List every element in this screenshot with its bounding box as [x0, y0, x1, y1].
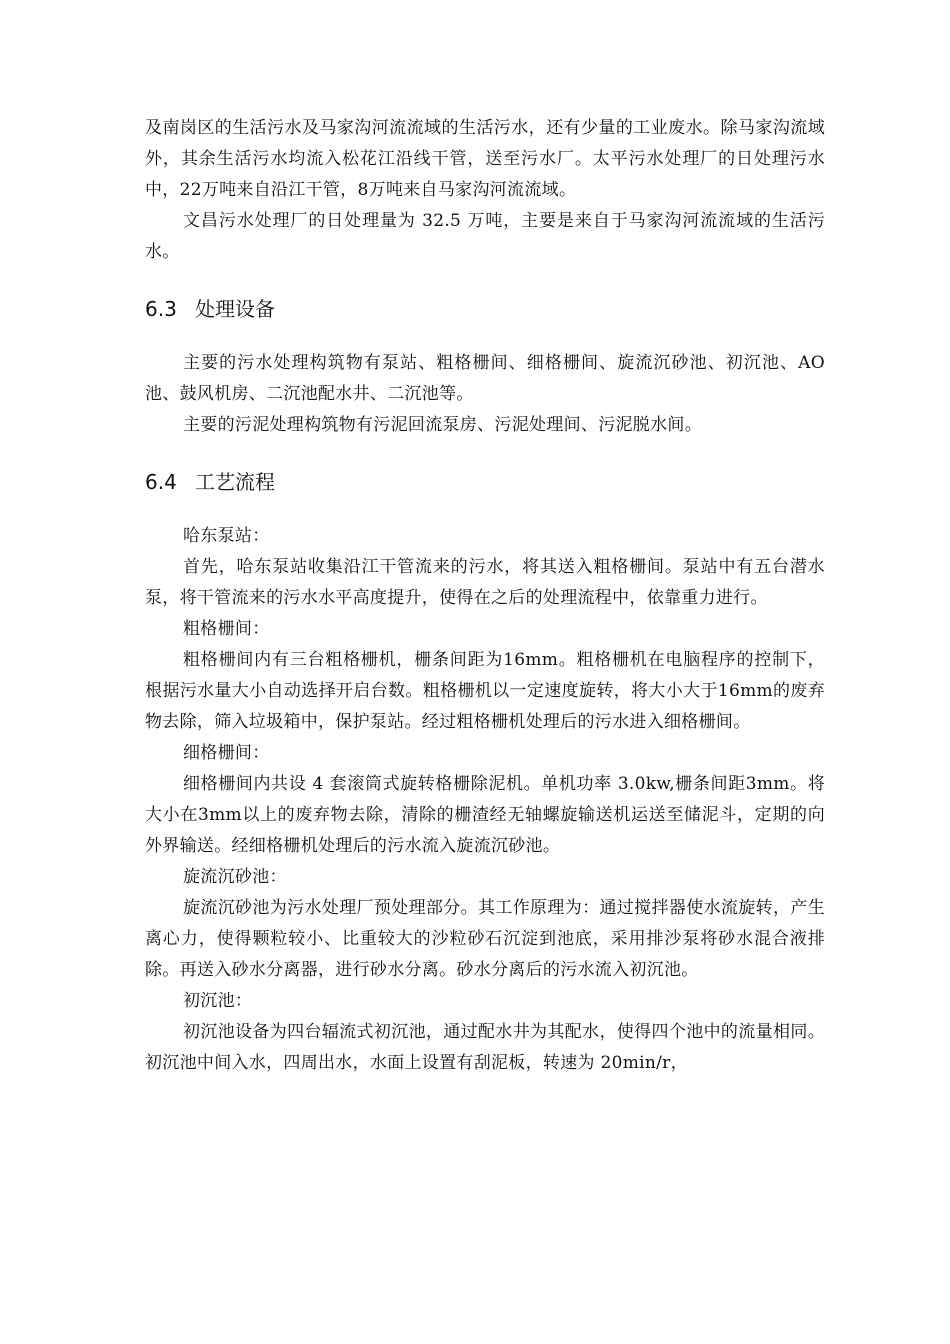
paragraph-fine-screen: 细格栅间内共设 4 套滚筒式旋转格栅除泥机。单机功率 3.0kw,栅条间距3mm。将大小在3mm以上的废弃物去除，清除的栅渣经无轴螺旋输送机运送至储泥斗，定期的向外界输送。经细格栅机处理后的污水流入旋流沉砂池。 [145, 774, 825, 856]
section-6-4-heading [145, 467, 825, 497]
document-page [145, 113, 825, 1079]
section-6-3-number: 6.3 [145, 297, 177, 321]
paragraph-hadong-pump: 首先，哈东泵站收集沿江干管流来的污水，将其送入粗格栅间。泵站中有五台潜水泵，将干管流来的污水水平高度提升，使得在之后的处理流程中，依靠重力进行。 [145, 557, 825, 608]
subheading-fine-screen: 细格栅间： [183, 743, 270, 763]
section-6-4-number: 6.4 [145, 470, 177, 494]
subheading-primary-clarifier: 初沉池： [183, 991, 253, 1011]
intro-paragraph-2: 文昌污水处理厂的日处理量为 32.5 万吨，主要是来自于马家沟河流流域的生活污水。 [145, 211, 825, 262]
paragraph-coarse-screen: 粗格栅间内有三台粗格栅机，栅条间距为16mm。粗格栅机在电脑程序的控制下，根据污水量大小自动选择开启台数。粗格栅机以一定速度旋转，将大小大于16mm的废弃物去除，筛入垃圾箱中，保护泵站。经过粗格栅机处理后的污水进入细格栅间。 [145, 650, 825, 732]
section-6-3-paragraph-2: 主要的污泥处理构筑物有污泥回流泵房、污泥处理间、污泥脱水间。 [183, 415, 702, 435]
subheading-hadong-pump: 哈东泵站： [183, 526, 270, 546]
section-6-3-paragraph-1: 主要的污水处理构筑物有泵站、粗格栅间、细格栅间、旋流沉砂池、初沉池、AO池、鼓风机房、二沉池配水井、二沉池等。 [145, 353, 825, 404]
subheading-grit-chamber: 旋流沉砂池： [183, 867, 287, 887]
intro-paragraph-1: 及南岗区的生活污水及马家沟河流流域的生活污水，还有少量的工业废水。除马家沟流域外，其余生活污水均流入松花江沿线干管，送至污水厂。太平污水处理厂的日处理污水中，22万吨来自沿江干管，8万吨来自马家沟河流流域。 [145, 118, 825, 200]
paragraph-primary-clarifier: 初沉池设备为四台辐流式初沉池，通过配水井为其配水，使得四个池中的流量相同。初沉池中间入水，四周出水，水面上设置有刮泥板，转速为 20min/r， [145, 1022, 825, 1073]
section-6-3-title: 处理设备 [195, 297, 275, 321]
section-6-4-title: 工艺流程 [195, 470, 275, 494]
subheading-coarse-screen: 粗格栅间： [183, 619, 270, 639]
section-6-3-heading [145, 294, 825, 324]
paragraph-grit-chamber: 旋流沉砂池为污水处理厂预处理部分。其工作原理为：通过搅拌器使水流旋转，产生离心力，使得颗粒较小、比重较大的沙粒砂石沉淀到池底，采用排沙泵将砂水混合液排除。再送入砂水分离器，进行砂水分离。砂水分离后的污水流入初沉池。 [145, 898, 825, 980]
